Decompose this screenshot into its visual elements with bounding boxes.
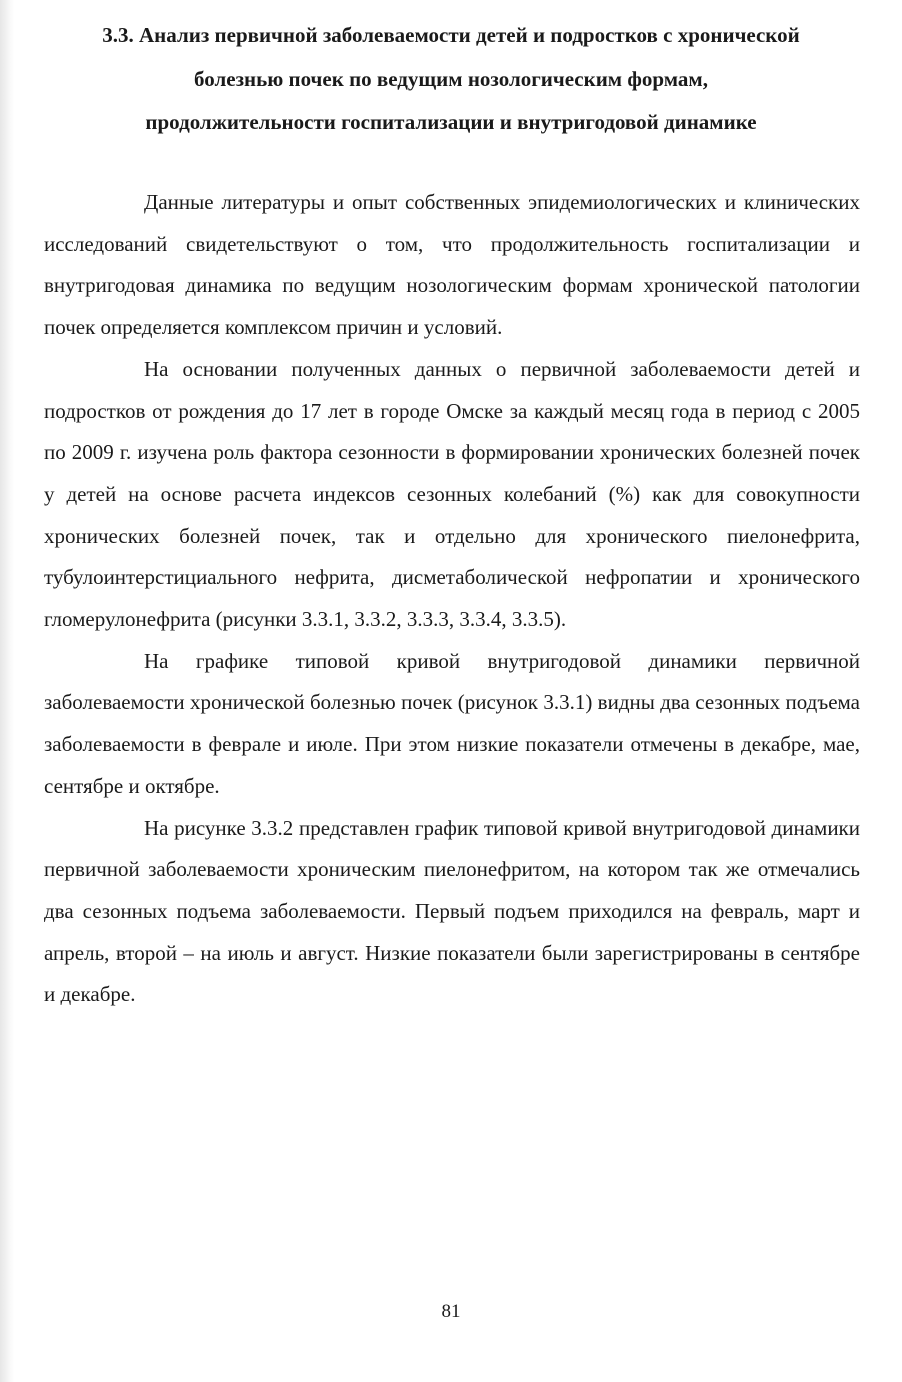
paragraph-figure-3-3-2: На рисунке 3.3.2 представлен график типовой кривой внутригодовой динамики первичной заболеваемости хроническим пиелонефритом, на котором так же отмечались два сезонных подъема заболеваемости. Первый подъем приходился на февраль, март и апрель, второй – на июль и август. Низкие показатели были зарегистрированы в сентябре и декабре. xyxy=(44,815,860,1007)
scan-edge-shadow xyxy=(0,0,14,1382)
section-heading xyxy=(30,14,872,145)
paragraph-figure-3-3-1: На графике типовой кривой внутригодовой динамики первичной заболеваемости хронической болезнью почек (рисунок 3.3.1) видны два сезонных подъема заболеваемости в феврале и июле. При этом низкие показатели отмечены в декабре, мае, сентябре и октябре. xyxy=(44,648,860,798)
paragraph-seasonality: На основании полученных данных о первичной заболеваемости детей и подростков от рождения до 17 лет в городе Омске за каждый месяц года в период с 2005 по 2009 г. изучена роль фактора сезонности в формировании хронических болезней почек у детей на основе расчета индексов сезонных колебаний (%) как для совокупности хронических болезней почек, так и отдельно для хронического пиелонефрита, тубулоинтерстициального нефрита, дисметаболической нефропатии и хронического гломерулонефрита (рисунки 3.3.1, 3.3.2, 3.3.3, 3.3.4, 3.3.5). xyxy=(44,356,860,632)
heading-line-3: продолжительности госпитализации и внутригодовой динамике xyxy=(145,110,757,134)
paragraph-literature: Данные литературы и опыт собственных эпидемиологических и клинических исследований свидетельствуют о том, что продолжительность госпитализации и внутригодовая динамика по ведущим нозологическим формам хронической патологии почек определяется комплексом причин и условий. xyxy=(44,190,860,340)
page-number: 81 xyxy=(441,1301,461,1322)
heading-line-1: 3.3. Анализ первичной заболеваемости детей и подростков с хронической xyxy=(102,23,800,47)
heading-line-2: болезнью почек по ведущим нозологическим формам, xyxy=(194,66,708,91)
body-text xyxy=(44,182,860,1016)
